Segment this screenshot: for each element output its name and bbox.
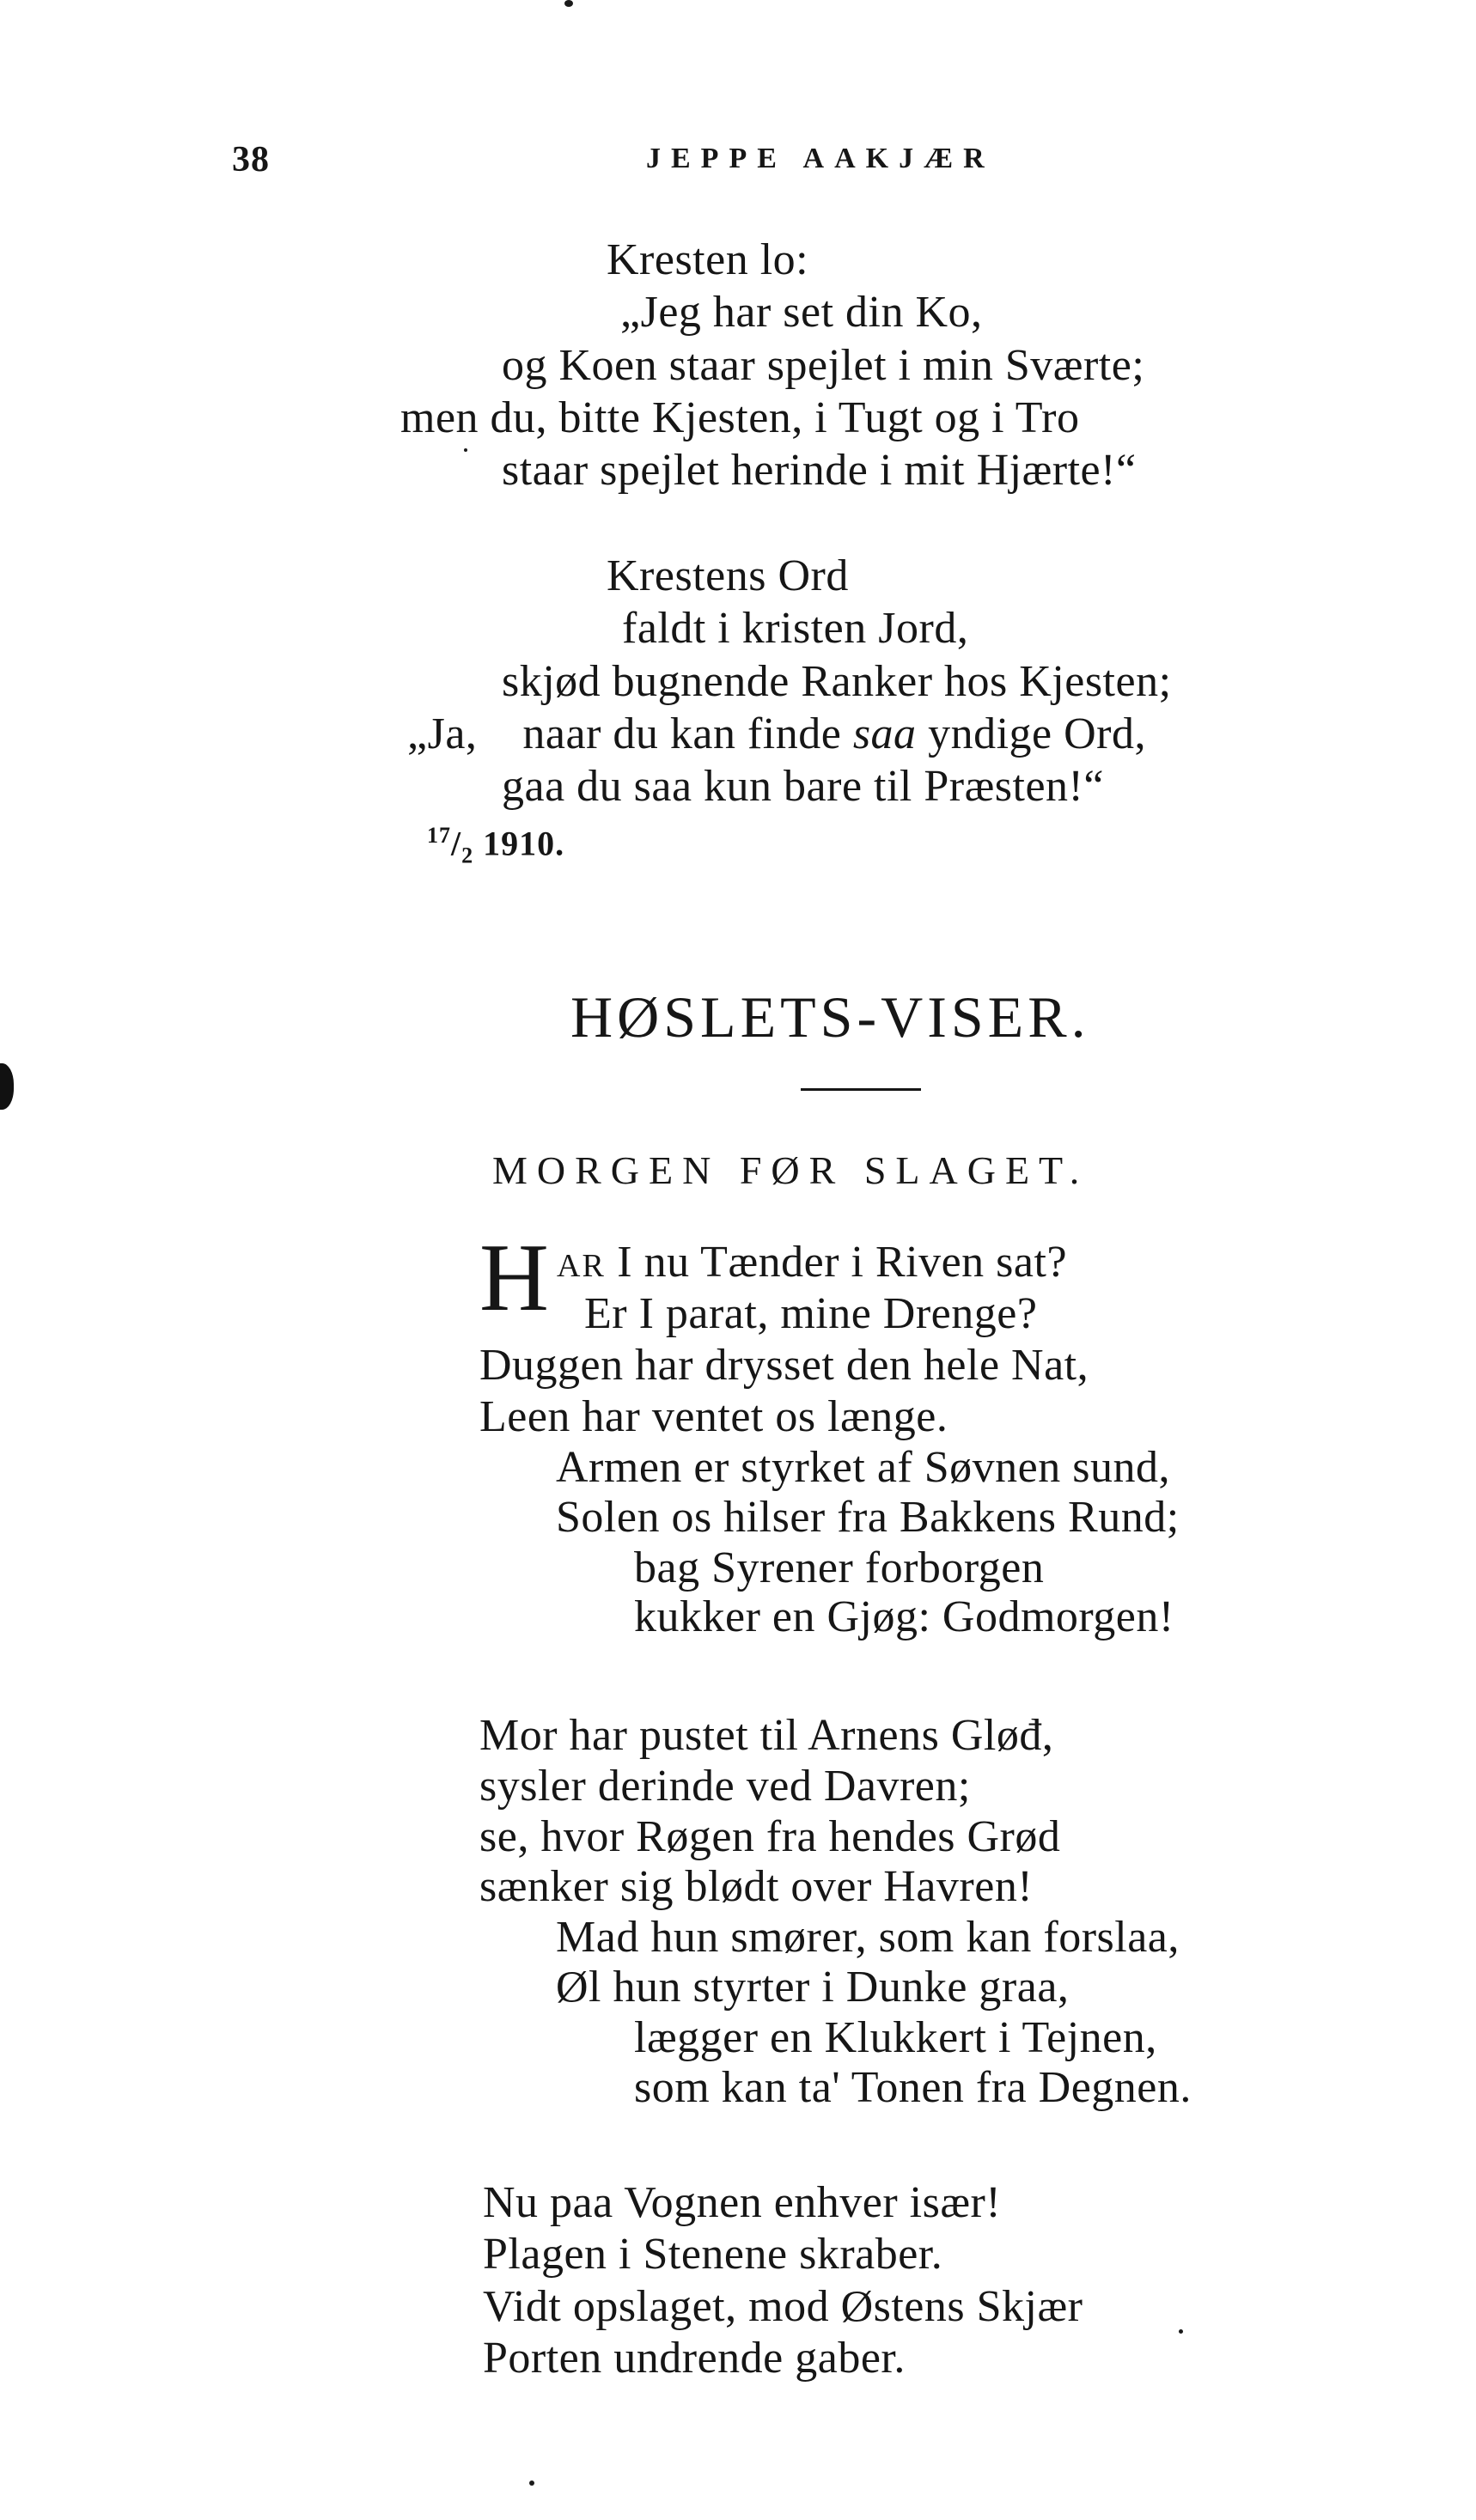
verse-line: lægger en Klukkert i Tejnen, xyxy=(634,2013,1157,2062)
verse-line: faldt i kristen Jord, xyxy=(622,604,969,653)
date-day: 17 xyxy=(427,823,451,848)
verse-line: „Jeg har set din Ko, xyxy=(620,288,983,337)
verse-line: Porten undrende gaber. xyxy=(483,2334,906,2383)
poem-date: $^{17}/_2$ 1910. xyxy=(427,823,565,868)
ink-blot xyxy=(0,1063,14,1110)
verse-line: bag Syrener forborgen xyxy=(634,1543,1045,1592)
verse-line-with-lead xyxy=(407,709,1146,760)
verse-line: Nu paa Vognen enhver især! xyxy=(483,2178,1002,2227)
verse-line: Duggen har drysset den hele Nat, xyxy=(479,1341,1089,1390)
verse-line: og Koen staar spejlet i min Sværte; xyxy=(502,341,1145,390)
running-head: JEPPE AAKJÆR xyxy=(646,143,995,174)
verse-line: Solen os hilser fra Bakkens Rund; xyxy=(556,1493,1180,1542)
verse-line: staar spejlet herinde i mit Hjærte!“ xyxy=(502,446,1137,495)
verse-line: Leen har ventet os længe. xyxy=(479,1392,948,1441)
verse-segment: I nu Tænder i Riven sat? xyxy=(605,1238,1068,1287)
verse-line: Armen er styrket af Søvnen sund, xyxy=(556,1443,1170,1492)
verse-segment: yndige Ord, xyxy=(916,709,1146,758)
verse-line: Plagen i Stenene skraber. xyxy=(483,2230,943,2279)
verse-line: sysler derinde ved Davren; xyxy=(479,1762,971,1811)
verse-line: Mad hun smører, som kan forslaa, xyxy=(556,1913,1180,1962)
verse-line-first xyxy=(557,1237,1067,1292)
verse-line: Kresten lo: xyxy=(607,235,809,284)
verse-segment: naar du kan finde xyxy=(522,709,853,758)
verse-line: som kan ta' Tonen fra Degnen. xyxy=(634,2063,1192,2112)
ink-speck xyxy=(464,448,467,452)
page-number: 38 xyxy=(232,140,270,180)
poem-title: MORGEN FØR SLAGET. xyxy=(492,1148,1089,1192)
verse-line: sænker sig blødt over Havren! xyxy=(479,1862,1034,1911)
date-month: 2 xyxy=(461,843,474,868)
drop-cap: H xyxy=(479,1225,549,1331)
verse-line: Er I parat, mine Drenge? xyxy=(584,1289,1038,1338)
verse-line: Øl hun styrter i Dunke graa, xyxy=(556,1963,1070,2012)
verse-line: Vidt opslaget, mod Østens Skjær xyxy=(483,2282,1083,2331)
verse-line: kukker en Gjøg: Godmorgen! xyxy=(634,1592,1174,1641)
ink-speck xyxy=(529,2480,534,2486)
italic-word: saa xyxy=(852,709,917,758)
small-caps-word: AR xyxy=(557,1248,606,1284)
verse-line: se, hvor Røgen fra hendes Grød xyxy=(479,1812,1061,1861)
title-divider xyxy=(801,1088,921,1091)
section-title: HØSLETS-VISER. xyxy=(570,984,1090,1050)
ink-speck xyxy=(564,0,573,7)
verse-line: men du, bitte Kjesten, i Tugt og i Tro xyxy=(400,393,1080,442)
date-year: 1910. xyxy=(473,824,565,863)
verse-line: gaa du saa kun bare til Præsten!“ xyxy=(502,762,1104,811)
verse-line: skjød bugnende Ranker hos Kjesten; xyxy=(502,657,1172,706)
ink-speck xyxy=(1179,2329,1183,2334)
quote-lead: „Ja, xyxy=(407,709,478,758)
verse-line: Krestens Ord xyxy=(607,551,849,600)
verse-line: Mor har pustet til Arnens Gløđ, xyxy=(479,1711,1054,1760)
